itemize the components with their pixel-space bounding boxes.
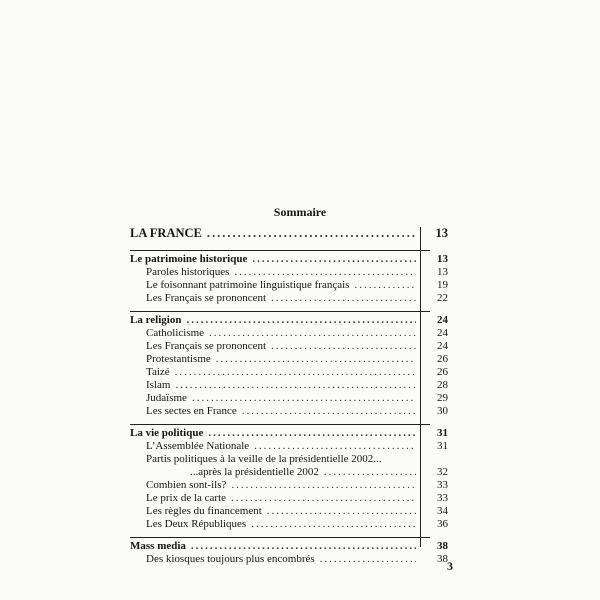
toc-page-number: 33 bbox=[437, 492, 448, 504]
toc-item-label: Les Français se prononcent bbox=[146, 340, 267, 352]
leader-dots bbox=[271, 340, 416, 353]
toc-item-label: Les Deux Républiques bbox=[146, 518, 247, 530]
toc-item[interactable] bbox=[130, 492, 448, 505]
page-title: Sommaire bbox=[273, 205, 327, 219]
toc-item[interactable] bbox=[130, 379, 448, 392]
leader-dots bbox=[267, 505, 416, 518]
leader-dots bbox=[234, 266, 416, 279]
toc-page-number: 13 bbox=[437, 266, 448, 278]
toc-item-label: Judaïsme bbox=[146, 392, 187, 404]
toc-item[interactable] bbox=[130, 392, 448, 405]
toc-item-label: Les Français se prononcent bbox=[146, 292, 267, 304]
toc-page-number: 36 bbox=[437, 518, 448, 530]
toc-page-number: 19 bbox=[437, 279, 448, 291]
toc-item[interactable] bbox=[130, 340, 448, 353]
leader-dots bbox=[208, 427, 416, 440]
toc-item-label: Catholicisme bbox=[146, 327, 205, 339]
toc-item-label: Islam bbox=[146, 379, 171, 391]
toc-section[interactable] bbox=[130, 540, 448, 553]
leader-dots bbox=[186, 314, 416, 327]
toc-item-label: ...après la présidentielle 2002 bbox=[190, 466, 319, 478]
toc-item-label: Paroles historiques bbox=[146, 266, 230, 278]
toc-item[interactable] bbox=[130, 479, 448, 492]
toc-item[interactable] bbox=[130, 353, 448, 366]
toc-item[interactable] bbox=[130, 266, 448, 279]
toc-item[interactable] bbox=[130, 405, 448, 418]
toc-page-number: 24 bbox=[437, 327, 448, 339]
toc-section-label: La vie politique bbox=[130, 427, 204, 439]
toc-item[interactable] bbox=[130, 440, 448, 453]
section-divider bbox=[130, 250, 430, 251]
leader-dots bbox=[175, 366, 416, 379]
toc-item[interactable] bbox=[130, 366, 448, 379]
toc-page-number: 24 bbox=[437, 340, 448, 352]
toc-item-label: Le prix de la carte bbox=[146, 492, 227, 504]
toc-page-number: 22 bbox=[437, 292, 448, 304]
toc-item-label: Des kiosques toujours plus encombrés bbox=[146, 553, 315, 565]
leader-dots bbox=[320, 553, 416, 566]
toc-page-number: 38 bbox=[437, 553, 448, 565]
toc-page-number: 24 bbox=[437, 314, 448, 326]
toc-page-number: 31 bbox=[437, 427, 448, 439]
toc-page-number: 29 bbox=[437, 392, 448, 404]
toc-section-label: La religion bbox=[130, 314, 182, 326]
leader-dots bbox=[191, 540, 416, 553]
leader-dots bbox=[175, 379, 416, 392]
folio-page-number: 3 bbox=[447, 559, 453, 573]
toc-page-number: 30 bbox=[437, 405, 448, 417]
toc-item-label: Les règles du financement bbox=[146, 505, 262, 517]
toc-page-number: 26 bbox=[437, 366, 448, 378]
toc-item[interactable] bbox=[130, 518, 448, 531]
toc-section[interactable] bbox=[130, 314, 448, 327]
toc-page-number: 13 bbox=[435, 226, 448, 240]
toc-item-label: Le foisonnant patrimoine linguistique français bbox=[146, 279, 350, 291]
section-divider bbox=[130, 311, 430, 312]
leader-dots bbox=[207, 227, 416, 240]
section-divider bbox=[130, 537, 430, 538]
leader-dots bbox=[209, 327, 416, 340]
toc-item-label: Les sectes en France bbox=[146, 405, 237, 417]
toc-page-number: 13 bbox=[437, 253, 448, 265]
toc-item-label: Protestantisme bbox=[146, 353, 211, 365]
toc-item[interactable] bbox=[130, 466, 448, 479]
toc-item[interactable] bbox=[130, 292, 448, 305]
toc-item-label: L’Assemblée Nationale bbox=[146, 440, 250, 452]
toc-page-number: 32 bbox=[437, 466, 448, 478]
leader-dots bbox=[254, 440, 416, 453]
toc-item[interactable] bbox=[130, 453, 448, 466]
leader-dots bbox=[252, 253, 416, 266]
table-of-contents bbox=[130, 227, 448, 566]
toc-page-number: 34 bbox=[437, 505, 448, 517]
toc-section[interactable] bbox=[130, 227, 448, 240]
page-number-column-rule bbox=[420, 227, 421, 547]
toc-item-label: Combien sont-ils? bbox=[146, 479, 227, 491]
toc-item[interactable] bbox=[130, 279, 448, 292]
toc-item[interactable] bbox=[130, 505, 448, 518]
toc-section[interactable] bbox=[130, 253, 448, 266]
toc-section-label: Le patrimoine historique bbox=[130, 253, 248, 265]
leader-dots bbox=[231, 492, 416, 505]
toc-item-label: Taizé bbox=[146, 366, 170, 378]
leader-dots bbox=[231, 479, 416, 492]
leader-dots bbox=[242, 405, 416, 418]
toc-page-number: 26 bbox=[437, 353, 448, 365]
leader-dots bbox=[354, 279, 416, 292]
toc-item[interactable] bbox=[130, 553, 448, 566]
leader-dots bbox=[271, 292, 416, 305]
toc-section-label: Mass media bbox=[130, 540, 186, 552]
leader-dots bbox=[216, 353, 416, 366]
leader-dots bbox=[251, 518, 416, 531]
toc-page-number: 31 bbox=[437, 440, 448, 452]
toc-section-label: LA FRANCE bbox=[130, 226, 202, 240]
leader-dots bbox=[192, 392, 416, 405]
toc-page-number: 38 bbox=[437, 540, 448, 552]
toc-item-label: Partis politiques à la veille de la présidentielle 2002... bbox=[146, 453, 382, 465]
toc-section[interactable] bbox=[130, 427, 448, 440]
toc-item[interactable] bbox=[130, 327, 448, 340]
section-divider bbox=[130, 424, 430, 425]
toc-page-number: 33 bbox=[437, 479, 448, 491]
leader-dots bbox=[324, 466, 416, 479]
toc-page-number: 28 bbox=[437, 379, 448, 391]
